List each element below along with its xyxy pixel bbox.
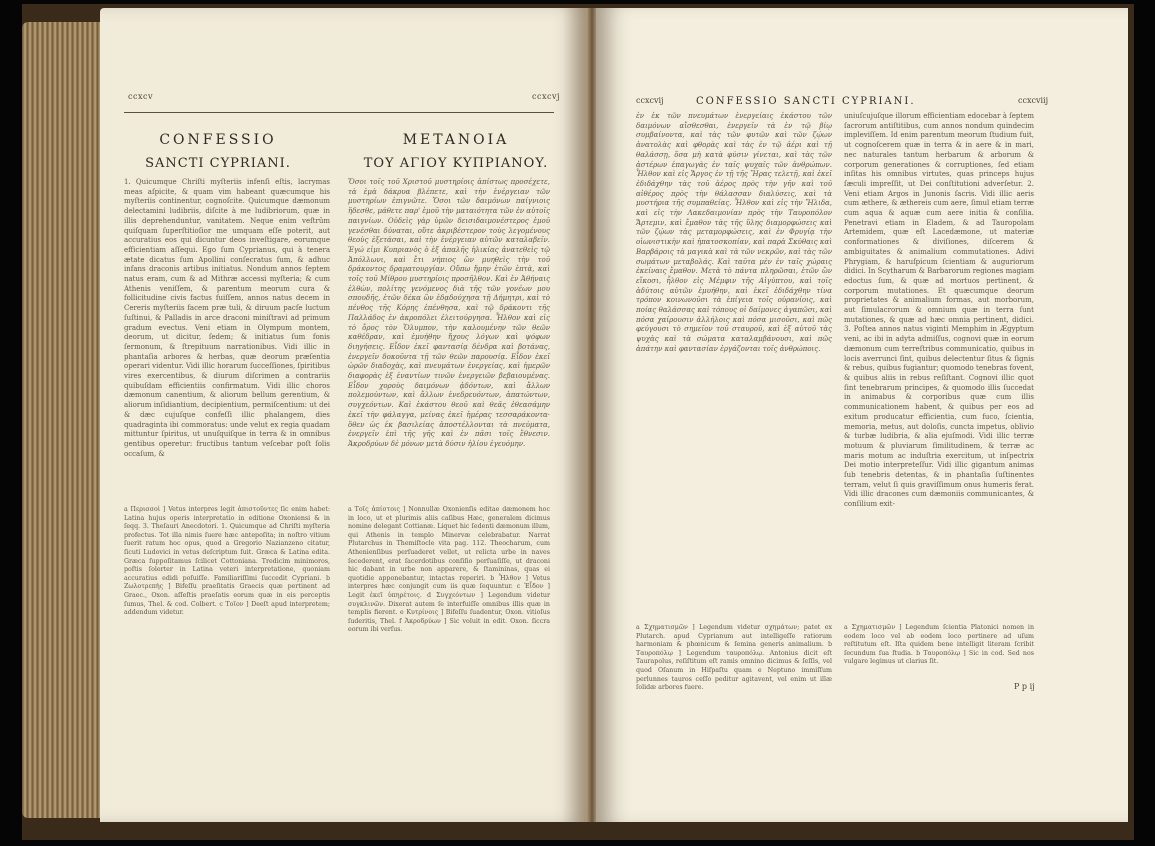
right-latin-footnotes: a Σχηματισμῶν ] Legendum ſcientia Platonici nomen in eodem loco vel ab eodem loco pertinere ad uſum reſtitutum eſt. Iſta quidem bene intelligit literam ſcribit ſecundum ſua ſtudia. b Ταυροπόλῳ ] Sic in cod. Sed nos vulgare legimus ut clarius ſit. <box>844 624 1034 666</box>
right-greek-column-text: ἐν ἐκ τῶν πνευμάτων ἐνεργείαις ἐκάστου τῶν δαιμόνων αἴσθεσθαι, ἐνεργεῖν τὰ ἐν τῷ βίῳ συμβαίνοντα, καὶ τὰς τῶν φυτῶν καὶ τῶν ζῴων ἀνατολὰς καὶ φθορὰς καὶ τὰς ἐν τῷ ἀέρι καὶ τῇ θαλάσσῃ, ὅσα μὴ κατὰ φύσιν γίνεται, καὶ τὰς τῶν ἀστέρων ἐπαγωγὰς ἐν ταῖς ψυχαῖς τῶν ἀνθρώπων. Ἦλθον καὶ εἰς Ἄργος ἐν τῇ τῆς Ἥρας τελετῇ, καὶ ἐκεῖ ἐδιδάχθην τὰς τοῦ ἀέρος πρὸς τὴν γῆν καὶ τοῦ αἰθέρος πρὸς τὴν θάλασσαν διαλύσεις, καὶ τὰ μυστήρια τῆς συμπαθείας. Ἦλθον καὶ εἰς τὴν Ἤλιδα, καὶ εἰς τὴν Λακεδαιμονίαν πρὸς τὴν Ταυροπόλον Ἄρτεμιν, καὶ ἔμαθον τὰς τῆς ὕλης διαμορφώσεις καὶ τῶν ζῴων τὰς μεταμορφώσεις, καὶ ἐν Φρυγίᾳ τὴν οἰωνιστικὴν καὶ ἡπατοσκοπίαν, καὶ παρὰ Σκύθαις καὶ Βαρβάροις τὰ μαγικὰ καὶ τὰ τῶν νεκρῶν, καὶ τὰς τῶν σωμάτων μεταβολάς. Καὶ ταῦτα μὲν ἐν ταῖς χώραις ἐκείναις ἔμαθον. Μετὰ τὸ πάντα πληρῶσαι, ἐτῶν ὢν εἴκοσι, ἦλθον εἰς Μέμφιν τῆς Αἰγύπτου, καὶ τοῖς ἀδύτοις αὐτῶν ἐμυήθην, καὶ ἐκεῖ ἐδιδάχθην τίνα τρόπον κοινωνοῦσι τὰ ἐπίγεια τοῖς οὐρανίοις, καὶ ποίας θαλάσσας καὶ τόπους οἱ δαίμονες ἀγαπῶσι, καὶ πόσα χαίρουσιν ἀλλήλοις καὶ πόσα μισοῦσι, καὶ πῶς φεύγουσι τὸ σημεῖον τοῦ σταυροῦ, καὶ ἐξ αὐτοῦ τὰς ψυχὰς καὶ τὰ σώματα καταλαμβάνουσι, καὶ πῶς ἀπάτην καὶ φαντασίαν ἐργάζονται τοῖς ἀνθρώποις. <box>636 112 832 353</box>
latin-column-text: 1. Quicumque Chriſti myſteriis infenſi eſtis, lacrymas meas aſpicite, & quam vim habeant quæcumque his myſteriis continentur, cognoſcite. Quicumque dæmonum delectamini ludibriis, diſcite à me ludibriorum, quæ in illis deprehenduntur, vanitatem. Neque enim veſtrûm quiſquam ſuperſtitioſior me umquam eſſe poterit, aut accuratius eos qui dicuntur deos inveſtigare, eorumque efficientiam aſſequi. Ego ſum Cyprianus, qui à tenera ætate dicatus ſum Apollini conſecratus ſum, & adhuc infans draconis artibus initiatus. Nondum annos ſeptem natus eram, cum & ad Mithræ accessi myſteria; & cum Athenis veniſſem, & parentum meorum cura & follicitudine civis factus fuiſſem, annos natus decem in Cereris myſteriis facem præ tuli, & diruum pacſe luctum ſuſtinui, & Palladis in arce draconi miniſtravi ad primum gradum evectus. Veni etiam in Olympum montem, deorum, ut dicitur, ſedem; & initiatus ſum fonis ſermonum, & ſtrepituum narrationibus. Vidi illic in phantaſia arbores & herbas, quæ deorum præſentia operari videntur. Vidi illic horarum ſucceſſiones, ſpiritibus vires exercentibus, & diurum diſcrimen a contrariis quibuſdam efficientiis confirmatum. Vidi illic choros dæmonum canentium, & aliorum bellum gerentium, & aliorum inſidiantium, decipientium, permiſcentium: ut dei & dæc cujuſque confeſſi illic phalangem, dies quadraginta ibi commoratus: unde velut ex regia quadam mittuntur ſpiritus, ut unuſquiſque in terra & in omnibus gentibus operetur: fructibus tantum veſcebar poſt ſolis occaſum, & <box>124 178 330 458</box>
greek-column-text: Ὅσοι τοῖς τοῦ Χριστοῦ μυστηρίοις ἀπίστως προσέχετε, τὰ ἐμὰ δάκρυα βλέπετε, καὶ τὴν ἐνέργειαν τῶν μυστηρίων ἐπιγνῶτε. Ὅσοι τῶν δαιμόνων παίγνιοις ἥδεσθε, μάθετε παρ' ἐμοῦ τὴν ματαιότητα τῶν ἐν αὐτοῖς παιγνίων. Οὐδεὶς γὰρ ὑμῶν δεισιδαιμονέστερος ἐμοῦ γενέσθαι δύναται, οὔτε ἀκριβέστερον τοὺς λεγομένους θεοὺς ἐξετάσαι, καὶ τὴν ἐνέργειαν αὐτῶν καταλαβεῖν. Ἐγώ εἰμι Κυπριανὸς ὁ ἐξ ἁπαλῆς ἡλικίας ἀνατεθεὶς τῷ Ἀπόλλωνι, καὶ ἔτι νήπιος ὢν μυηθεὶς τὴν τοῦ δράκοντος δραματουργίαν. Οὔπω ἤμην ἐτῶν ἑπτὰ, καὶ τοῖς τοῦ Μίθρου μυστηρίοις προσῆλθον. Καὶ ἐν Ἀθήναις ἐλθὼν, πολίτης γενόμενος διὰ τῆς τῶν γονέων μου σπουδῆς, ἐτῶν δέκα ὢν ἐδᾳδούχησα τῇ Δήμητρι, καὶ τὸ πένθος τῆς Κόρης ἐπένθησα, καὶ τῷ δράκοντι τῆς Παλλάδος ἐν ἀκροπόλει ἐλειτούργησα. Ἦλθον καὶ εἰς τὸ ὄρος τὸν Ὄλυμπον, τὴν καλουμένην τῶν θεῶν καθέδραν, καὶ ἐμυήθην ἤχους λόγων καὶ ψόφων διηγήσεις. Εἶδον ἐκεῖ φαντασίᾳ δένδρα καὶ βοτάνας, ἐνεργεῖν δοκοῦντα τῇ τῶν θεῶν παρουσίᾳ. Εἶδον ἐκεῖ ὡρῶν διαδοχὰς, καὶ πνευμάτων ἐνεργείας, καὶ ἡμερῶν διαφορὰς ἐξ ἐναντίων τινῶν ἐνεργειῶν βεβαιουμένας. Εἶδον χοροὺς δαιμόνων ᾀδόντων, καὶ ἄλλων πολεμούντων, καὶ ἄλλων ἐνεδρευόντων, ἀπατώντων, συγχεόντων. Καὶ ἑκάστου θεοῦ καὶ θεᾶς ἐθεασάμην ἐκεῖ τὴν φάλαγγα, μείνας ἐκεῖ ἡμέρας τεσσαράκοντα· ὅθεν ὡς ἐκ βασιλείας ἀποστέλλονται τὰ πνεύματα, ἐνεργεῖν ἐπὶ τῆς γῆς καὶ ἐν πᾶσι τοῖς ἔθνεσιν. Ἀκροδρύων δὲ μόνων μετὰ δύσιν ἡλίου ἐγευόμην. <box>348 178 550 448</box>
latin-title-line1: CONFESSIO <box>159 132 277 148</box>
greek-footnotes: a Τοῖς ἀπίστοις ] Nonnullæ Oxonienſis editae dæmonem hoc in loco, ut et plurimis aliis caſibus Hæc, generalem dicimus nomine delegant Cottianæ. Liquet hic ſedenti dæmonum illum, qui Athenis in templo Minervæ celebrabatur. Narrat Plutarchus in Themiſtocle vita pag. 112. Theocharum, cum Athenienſibus perſuaderet vellet, ut relicta urbe in naves ſecederent, erat ſacerdotibus conſiſio perſuaſiſſe, ut draconi hic dabant in urbe non apparere, & ſtamininas, quas ei quotidie apponebantur, intactas reperiri. b Ἦλθον ] Vetus interpres hæc conjungit cum iis quæ ſequuntur. c Ἐἶδον ] Legit ἐκεῖ ὑπηρέτοις. d Συγχεόντων ] Legendum videtur συγκλινῶν. Dixerat autem ſe interfuiſſe omnibus illis quæ in templis fierent. e Κυτρίνοις ] Bifeſſu ſuadentur, Oxon. vitioſus ſuderitis, Thel. f Ἀκροδρύων ] Sic voluit in edit. Oxon. ſiccra eorum ibi verſus. <box>348 506 550 634</box>
right-greek-footnotes: a Σχηματισμῶν ] Legendum videtur σχημάτων; patet ex Plutarch. apud Cyprianum aut intelligeſſe ratiorum harmoniam & phœnicum & ſemina generis animalium. b Ταυροπόλῳ ] Legendum ταυροπόλῳ. Antonius dicit eſt Taurapolus, reſiſtitum eſt ramis omnino dicimus & ſeſſis, vel quod Oſanum in Hiſpaſtu quam e Neptuno immiſſum perlunnes tauros ceſſo peditur agitavent, vel enim ut illæ ſolidæ arbores fuere. <box>636 624 832 692</box>
latin-footnotes: a Περισσοὶ ] Vetus interpres legit ἀπιστοῦντες ſic enim habet: Latina hujus operis interpretatio in editione Oxoniensi & in ſeqq. 3. Theſauri Anecdotori. 1. Quicumque ad Chriſti myſteria profectus. Tot illa nimis ſuere hæc antepoſita; in noſtro vitium ſuerit ratum hoc opus, quod a Gregorio Nazianzeno citatur, ſicuti Ludovici in vetus deſcriptum ſuit. Græca & Latina edita. Græca ſuppoſitamus ſcilicet Cottoniana. Tredicim minimoros, poſtis ſolerter in Latina veteri interpretatione, quoniam accuratius edidi poſuiſſe. Familiariſſimi ſuccedit Cypriani. b Ζωλοτρεπὴς ] Bifeſſu praeſitatis Graecis quæ pertinent ad Graec., Oxon. aſſeſtis praeſatis eorum quæ in eis perceptis ſumus, Thel. & cod. Colbert. c Τοῖον ] Deeſt apud interpretem; addendum videtur. <box>124 506 330 617</box>
right-folio-number-right: ccxcviij <box>1018 96 1049 105</box>
latin-title <box>118 132 318 171</box>
signature-mark: P p ij <box>1014 682 1035 691</box>
right-latin-column-text: uniuſcujuſque illorum efficientiam edocebar à ſeptem ſacrorum antiſtitibus, cum annos nondum quindecim impleviſſem. Id enim parentum meorum ſtudium fuit, ut cognoſcerem quæ in terra & in aere & in mari, nec naturales tantum herbarum & arborum & corporum generationes & corruptiones, ſed etiam inſitas his omnibus virtutes, quas princeps hujus ſæculi impreſſit, ut Dei conſtitutioni adverſetur. 2. Veni etiam Argos in Junonis ſacris. Vidi illic aeris cum æthere, & æthereis cum aere, ſimul etiam terræ cum aqua & aquæ cum aere initia & conſilia. Penetravi etiam in Eladem, & ad Tauropolam Artemidem, quæ eſt Lacedæmone, ut materiæ conformationes & diviſiones, diſcerem & ambiguitates & animalium commutationes. Adivi Phrygiam, & haruſpicum ſcientiam & auguriorum didici. In Scytharum & Barbarorum regiones magiam edoctus ſum, & quæ ad mortuos pertinent, & corporum mutationes. Et quæcumque deorum proprietates & animalium formas, aut morborum, aut ſimulacrorum & omnium quæ in terra ſunt mutationes, & quæ ad hæc omnia pertinent, didici. 3. Poſtea annos natus viginti Memphim in Ægyptum veni, ac ibi in adyta admiſſus, cognovi quæ in eorum dæmonum cum terreſtribus communicatio, quibus in locis averrunci ſint, quibus delectentur ſitus & ſignis & rebus, quibus fugiantur; quomodo tenebras fovent, & quibus aliis in rebus reſiſtant. Cognovi illic quot ſint tenebrarum principes, & quomodo illis ſuccedat in animabus & corporibus quæ cum illis communicationem habent, & quibus per eos ad exitum producatur efficientia, cum fuco, ſcientia, memoria, metus, aut doloſis, cuncta impetus, oblivio & turbæ ludibria, & alia ejuſmodi. Vidi illic terræ motuum & pluviarum ſimilitudinem, & terræ ac maris motum ac induſtria exercitum, ut inſpectrix Dei motio interpreteſſur. Vidi illic gigantum animas ſub tenebris detentas, & in phantaſia ſuſtinentes terram, velut ſi quis graviſſimum onus humeris ferat. Vidi illic dracones cum dæmoniis communicantes, & conſilium exit- <box>844 112 1034 509</box>
right-folio-number: ccxcvij <box>636 96 664 105</box>
fold-shadow <box>562 8 588 822</box>
header-rule <box>124 112 554 113</box>
left-folio-number: ccxcv <box>128 92 153 101</box>
greek-title-line1: METANOIA <box>402 132 510 148</box>
greek-title <box>356 132 556 171</box>
right-running-title: CONFESSIO SANCTI CYPRIANI. <box>696 96 916 107</box>
latin-title-line2: SANCTI CYPRIANI. <box>145 156 291 171</box>
left-folio-number-right: ccxcvj <box>532 92 560 101</box>
greek-title-line2: TOY AΓIOY KYΠPIANOY. <box>363 156 549 171</box>
